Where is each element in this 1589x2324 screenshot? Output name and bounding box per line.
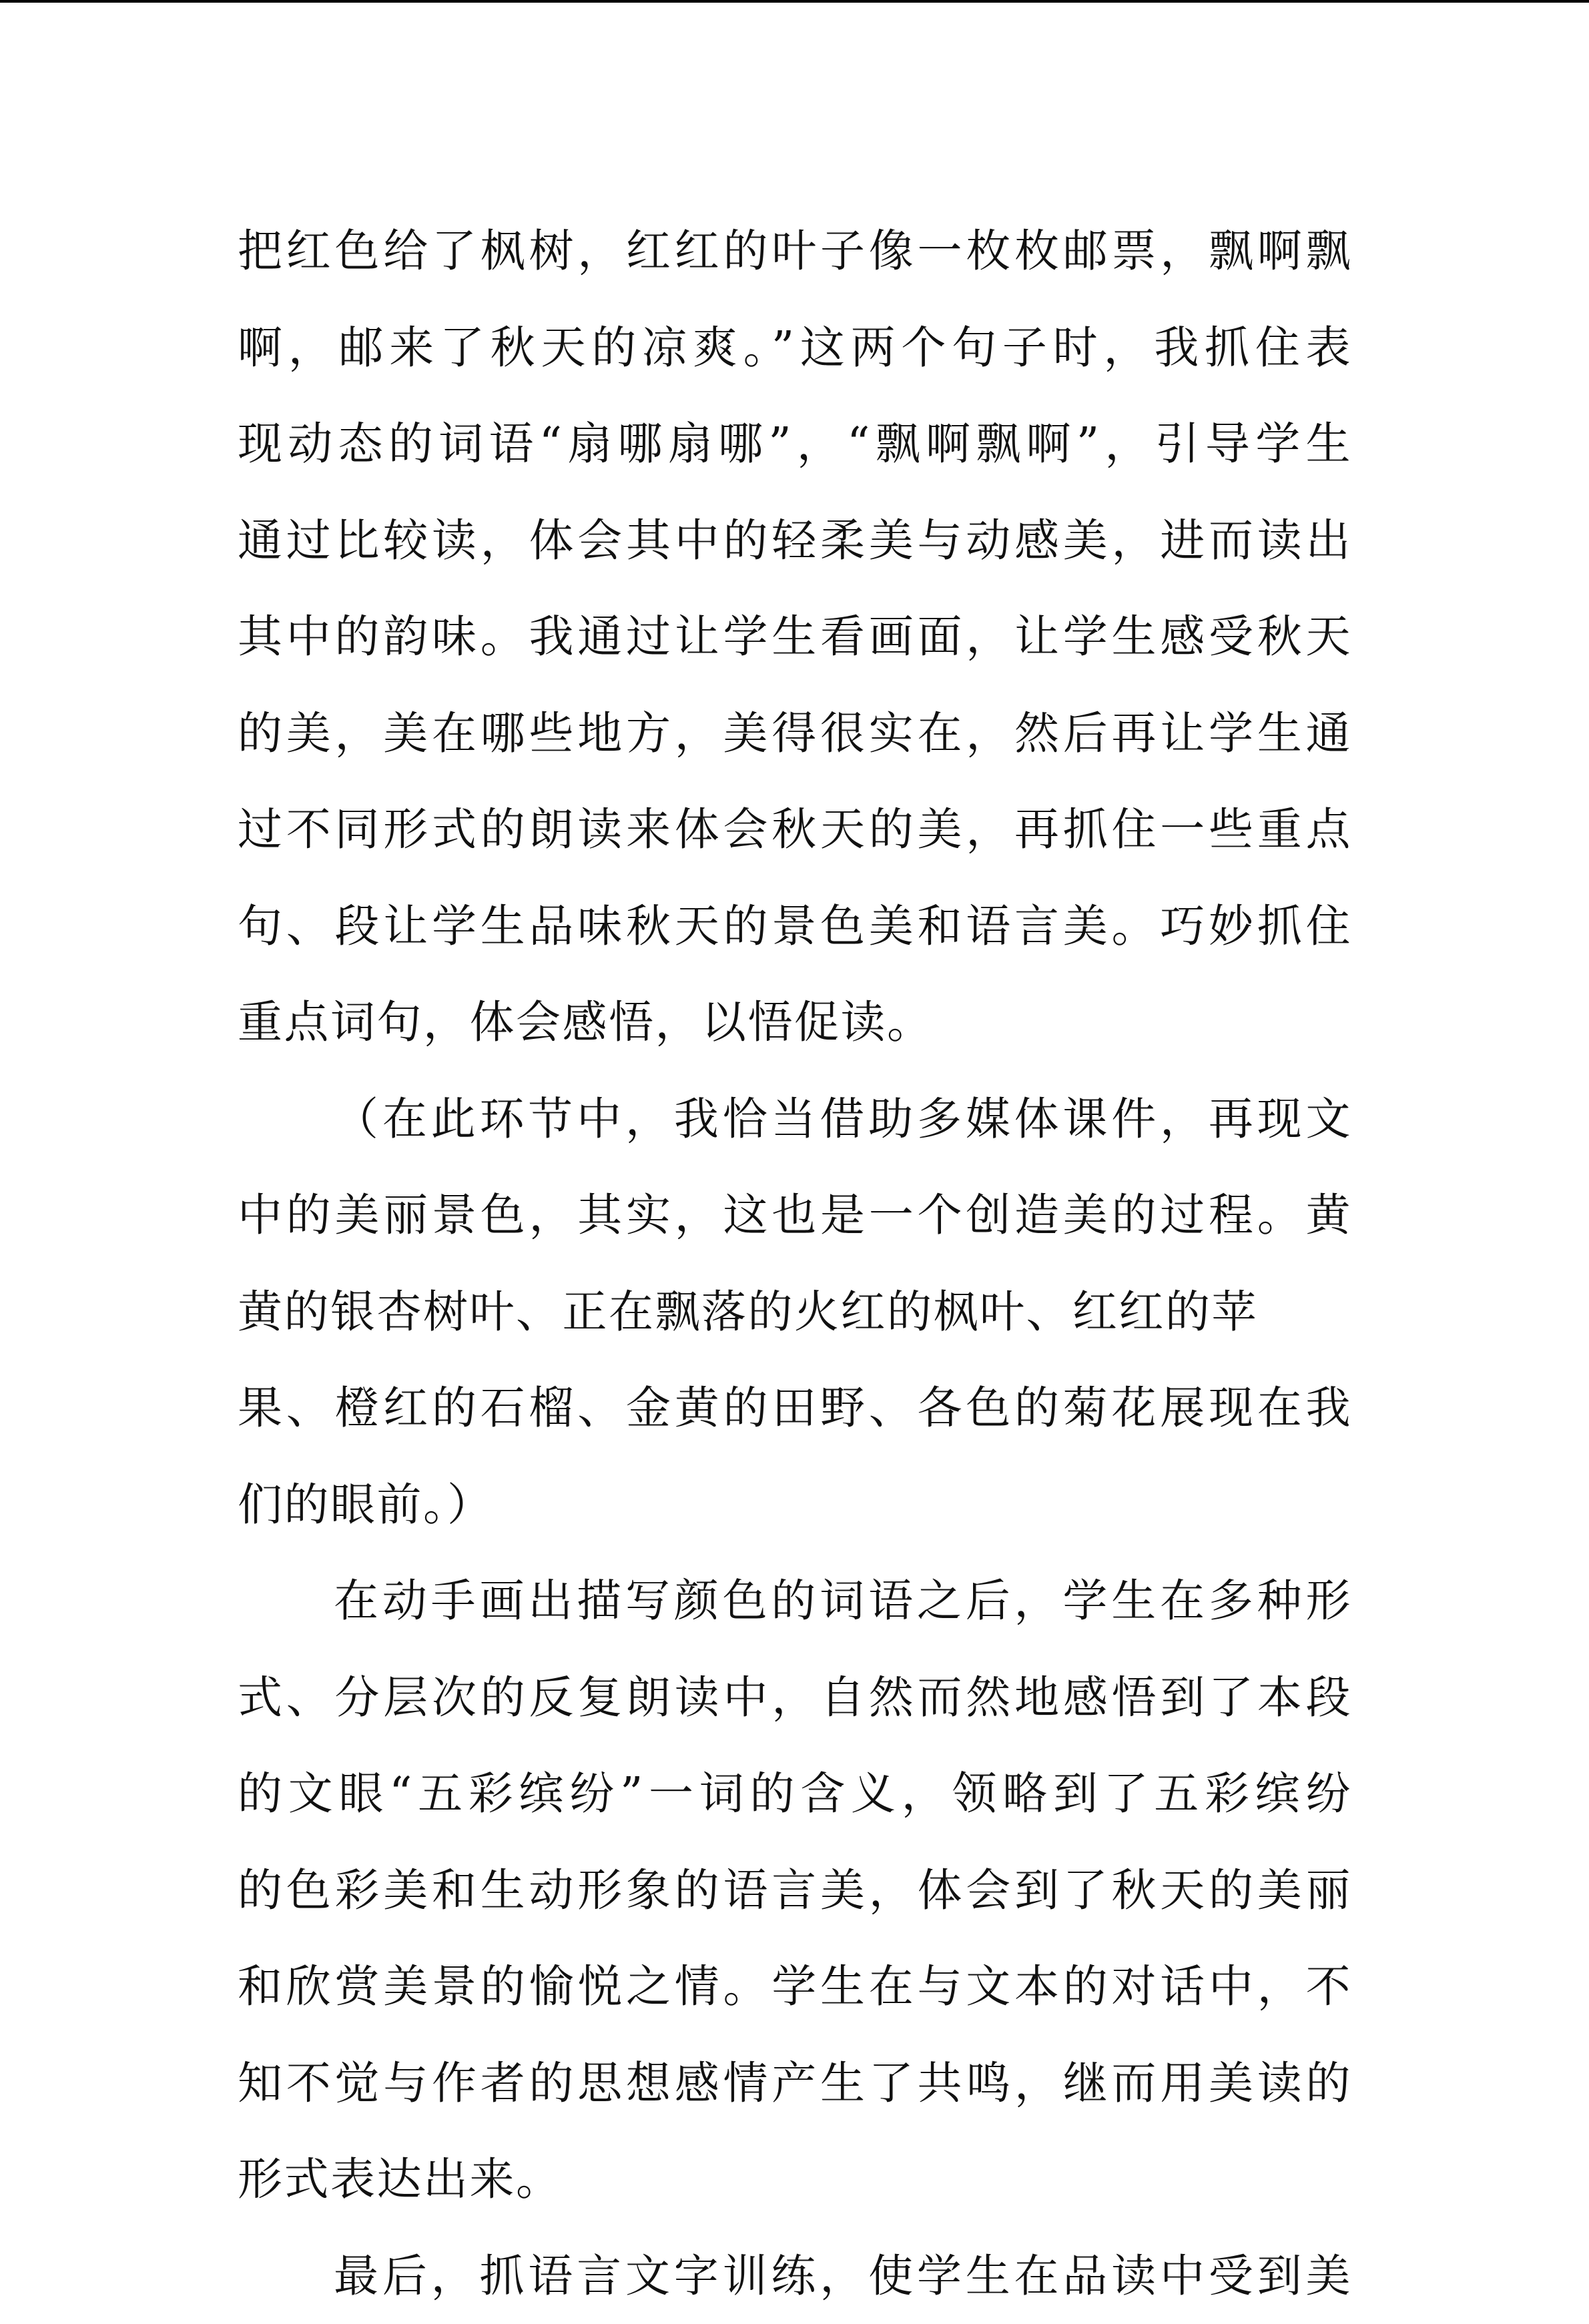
document-body	[238, 203, 1352, 2324]
text-line: 们的眼前。）	[238, 1457, 1352, 1553]
text-line: 果、橙红的石榴、金黄的田野、各色的菊花展现在我	[238, 1360, 1352, 1457]
text-line: 啊，邮来了秋天的凉爽。”这两个句子时，我抓住表	[238, 300, 1352, 396]
text-line: 黄的银杏树叶、正在飘落的火红的枫叶、红红的苹	[238, 1264, 1352, 1361]
paragraph-1	[238, 203, 1352, 1071]
text-line: 知不觉与作者的思想感情产生了共鸣，继而用美读的	[238, 2035, 1352, 2132]
text-line: 把红色给了枫树，红红的叶子像一枚枚邮票，飘啊飘	[238, 203, 1352, 300]
text-line: 句、段让学生品味秋天的景色美和语言美。巧妙抓住	[238, 878, 1352, 975]
text-line: 的文眼“五彩缤纷”一词的含义，领略到了五彩缤纷	[238, 1746, 1352, 1842]
text-line: 的色彩美和生动形象的语言美，体会到了秋天的美丽	[238, 1842, 1352, 1939]
text-line: 在动手画出描写颜色的词语之后，学生在多种形	[238, 1553, 1352, 1649]
text-line: 的美，美在哪些地方，美得很实在，然后再让学生通	[238, 685, 1352, 782]
paragraph-2	[238, 1071, 1352, 1553]
text-line: 最后，抓语言文字训练，使学生在品读中受到美	[238, 2228, 1352, 2324]
text-line: 其中的韵味。我通过让学生看画面，让学生感受秋天	[238, 589, 1352, 685]
text-line: （在此环节中，我恰当借助多媒体课件，再现文	[238, 1071, 1352, 1168]
text-line: 过不同形式的朗读来体会秋天的美，再抓住一些重点	[238, 781, 1352, 878]
text-line: 式、分层次的反复朗读中，自然而然地感悟到了本段	[238, 1649, 1352, 1746]
text-line: 重点词句，体会感悟，以悟促读。	[238, 974, 1352, 1071]
text-line: 形式表达出来。	[238, 2131, 1352, 2228]
text-line: 通过比较读，体会其中的轻柔美与动感美，进而读出	[238, 492, 1352, 589]
paragraph-3	[238, 1553, 1352, 2228]
text-line: 和欣赏美景的愉悦之情。学生在与文本的对话中，不	[238, 1938, 1352, 2035]
text-line: 现动态的词语“扇哪扇哪”，“飘啊飘啊”，引导学生	[238, 396, 1352, 492]
paragraph-4	[238, 2228, 1352, 2324]
text-line: 中的美丽景色，其实，这也是一个创造美的过程。黄	[238, 1167, 1352, 1264]
